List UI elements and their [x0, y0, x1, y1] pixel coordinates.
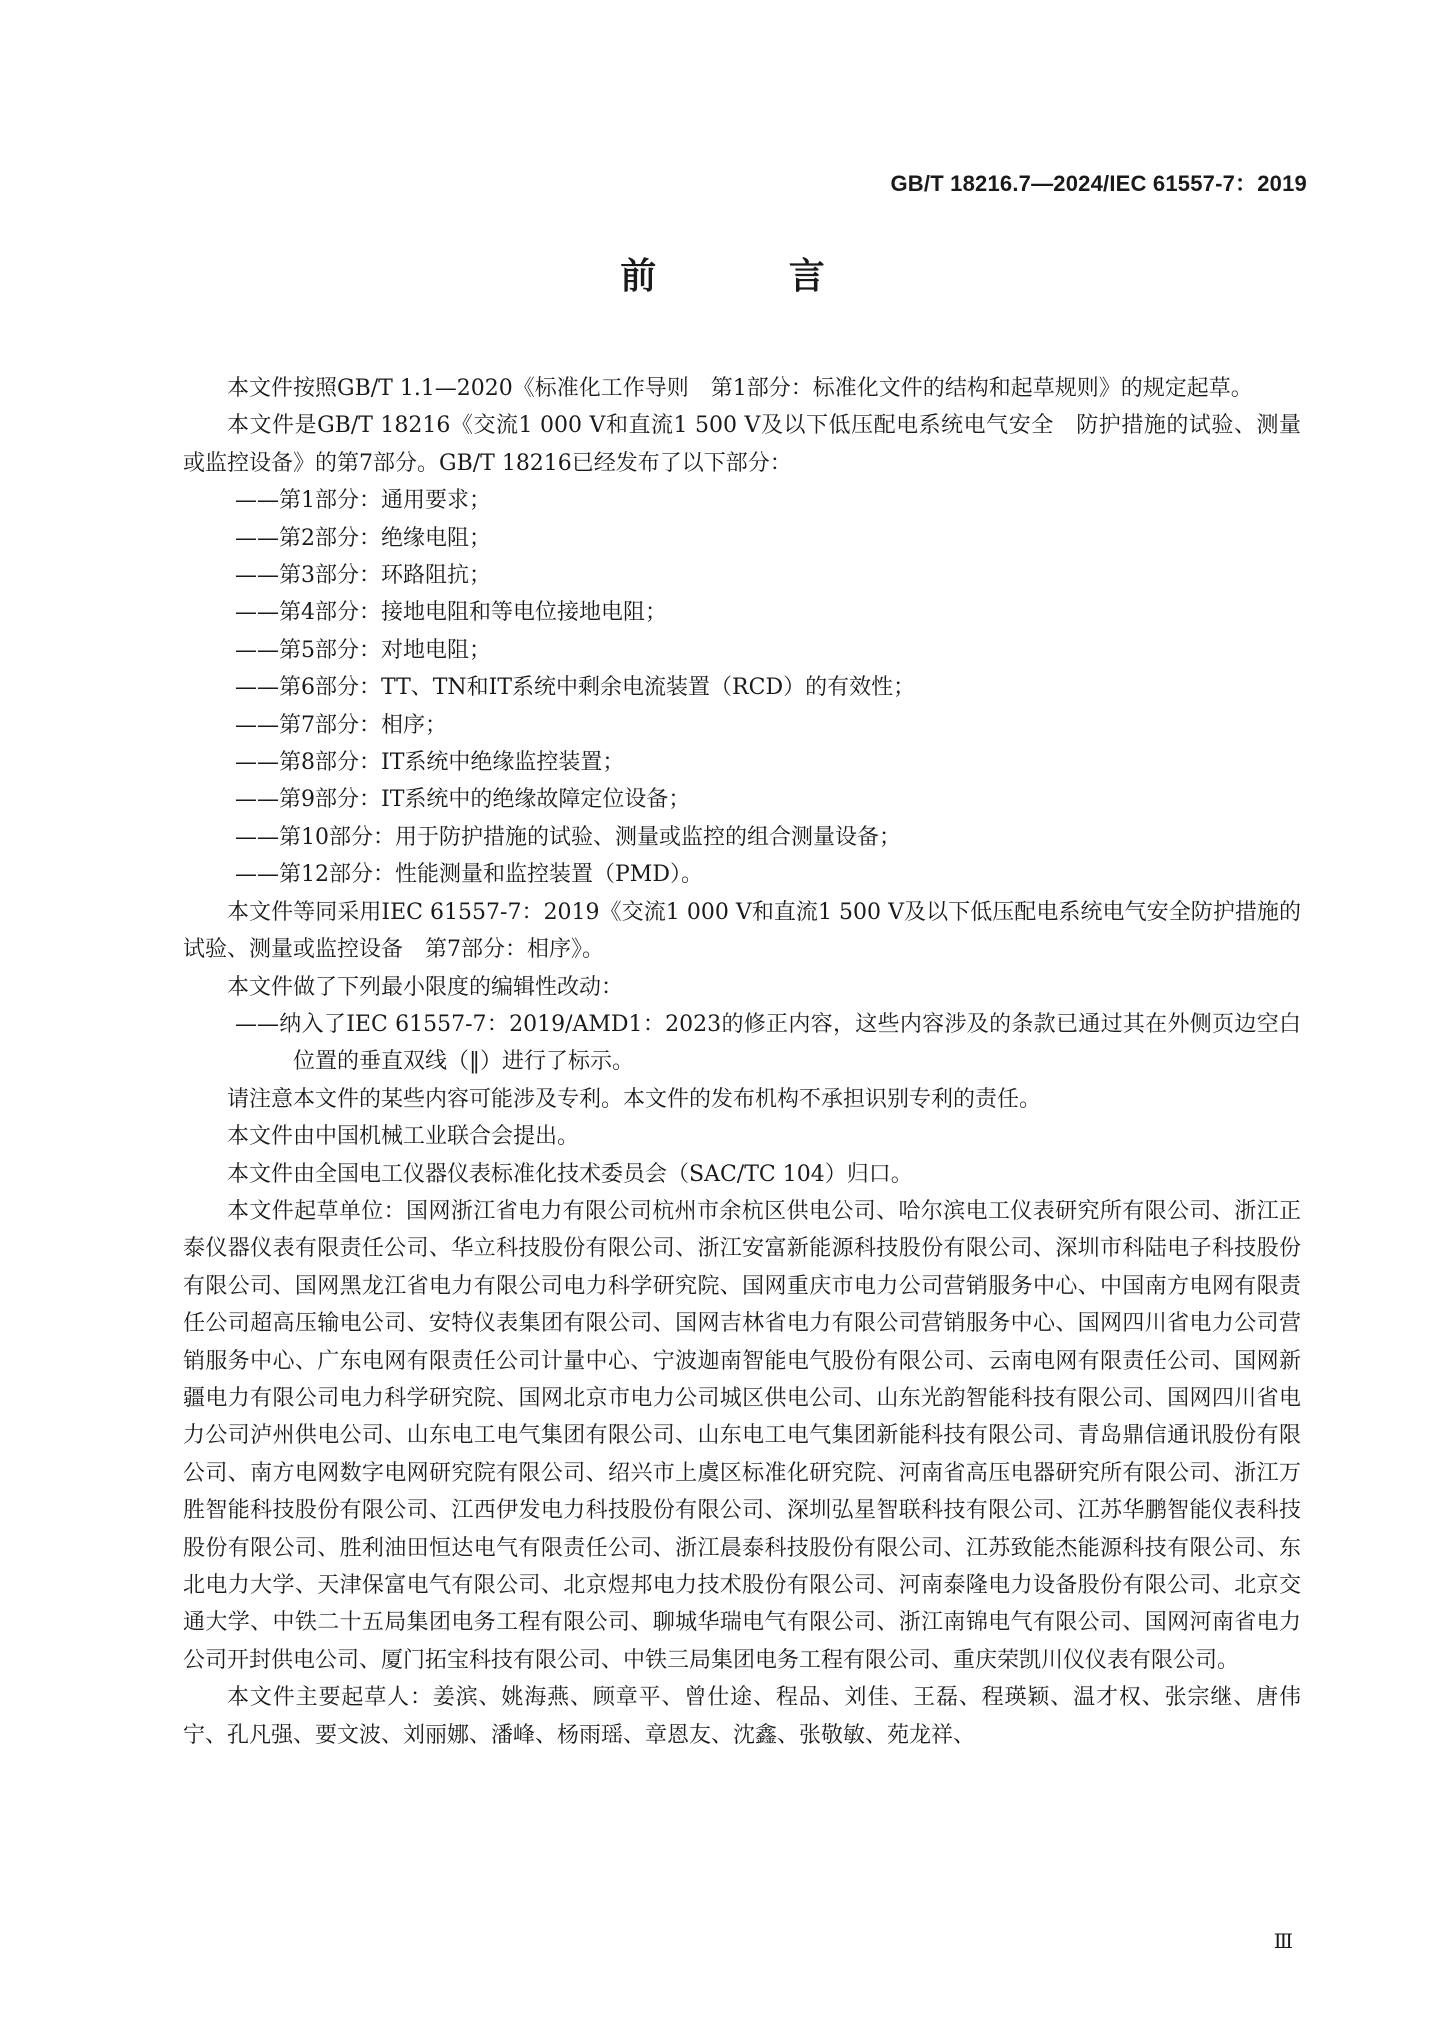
paragraph-equivalence: 本文件等同采用IEC 61557-7：2019《交流1 000 V和直流1 500 V及以下低压配电系统电气安全防护措施的试验、测量或监控设备 第7部分：相序》。 [183, 899, 1301, 963]
page-title: 前 言 [620, 256, 885, 297]
paragraph-series-intro: 本文件是GB/T 18216《交流1 000 V和直流1 500 V及以下低压配电系统电气安全 防护措施的试验、测量或监控设备》的第7部分。GB/T 18216已经发布了以下部分： [183, 413, 1301, 476]
list-item: ——第8部分：IT系统中绝缘监控装置； [235, 750, 625, 776]
paragraph-committee: 本文件由全国电工仪器仪表标准化技术委员会（SAC/TC 104）归口。 [227, 1161, 913, 1187]
list-item: ——第7部分：相序； [235, 712, 447, 738]
list-item: ——第4部分：接地电阻和等电位接地电阻； [235, 600, 667, 626]
paragraph-drafting-rules: 本文件按照GB/T 1.1—2020《标准化工作导则 第1部分：标准化文件的结构和起草规则》的规定起草。 [227, 376, 1253, 401]
list-item: ——第12部分：性能测量和监控装置（PMD）。 [235, 862, 703, 888]
list-item: ——第6部分：TT、TN和IT系统中剩余电流装置（RCD）的有效性； [235, 675, 916, 701]
paragraph-proposer: 本文件由中国机械工业联合会提出。 [227, 1124, 580, 1150]
paragraph-drafting-units: 本文件起草单位：国网浙江省电力有限公司杭州市余杭区供电公司、哈尔滨电工仪表研究所有限公司、浙江正泰仪器仪表有限责任公司、华立科技股份有限公司、浙江安富新能源科技股份有限公司、深圳市科陆电子科技股份有限公司、国网黑龙江省电力有限公司电力科学研究院、国网重庆市电力公司营销服务中心、中国南方电网有限责任公司超高压输电公司、安特仪表集团有限公司、国网吉林省电力有限公司营销服务中心、国网四川省电力公司营销服务中心、广东电网有限责任公司计量中心、宁波迦南智能电气股份有限公司、云南电网有限责任公司、国网新疆电力有限公司电力科学研究院、国网北京市电力公司城区供电公司、山东光韵智能科技有限公司、国网四川省电力公司泸州供电公司、山东电工电气集团有限公司、山东电工电气集团新能科技有限公司、青岛鼎信通讯股份有限公司、南方电网数字电网研究院有限公司、绍兴市上虞区标准化研究院、河南省高压电器研究所有限公司、浙江万胜智能科技股份有限公司、江西伊发电力科技股份有限公司、深圳弘星智联科技有限公司、江苏华鹏智能仪表科技股份有限公司、胜利油田恒达电气有限责任公司、浙江晨泰科技股份有限公司、江苏致能杰能源科技有限公司、东北电力大学、天津保富电气有限公司、北京煜邦电力技术股份有限公司、河南泰隆电力设备股份有限公司、北京交通大学、中铁二十五局集团电务工程有限公司、聊城华瑞电气有限公司、浙江南锦电气有限公司、国网河南省电力公司开封供电公司、厦门拓宝科技有限公司、中铁三局集团电务工程有限公司、重庆荣凯川仪仪表有限公司。 [183, 1198, 1301, 1673]
paragraph-drafters: 本文件主要起草人：姜滨、姚海燕、顾章平、曾仕途、程品、刘佳、王磊、程瑛颖、温才权、张宗继、唐伟宁、孔凡强、要文波、刘丽娜、潘峰、杨雨瑶、章恩友、沈鑫、张敬敏、苑龙祥、 [183, 1685, 1301, 1748]
list-item: ——第2部分：绝缘电阻； [235, 525, 491, 551]
list-item: ——第3部分：环路阻抗； [235, 563, 491, 589]
page-number: Ⅲ [1273, 1929, 1293, 1953]
standard-code: GB/T 18216.7—2024/IEC 61557-7：2019 [890, 171, 1307, 196]
list-item: ——第9部分：IT系统中的绝缘故障定位设备； [235, 787, 691, 813]
paragraph-patent-notice: 请注意本文件的某些内容可能涉及专利。本文件的发布机构不承担识别专利的责任。 [227, 1086, 1042, 1112]
list-item: ——第5部分：对地电阻； [235, 637, 491, 663]
list-item: ——第10部分：用于防护措施的试验、测量或监控的组合测量设备； [235, 824, 901, 850]
list-item: ——第1部分：通用要求； [235, 488, 491, 514]
paragraph-editorial-changes: 本文件做了下列最小限度的编辑性改动： [227, 974, 624, 1000]
document-body [183, 370, 1301, 1754]
list-item-amendment: ——纳入了IEC 61557-7：2019/AMD1：2023的修正内容，这些内容涉及的条款已通过其在外侧页边空白位置的垂直双线（‖）进行了标示。 [235, 1011, 1301, 1075]
